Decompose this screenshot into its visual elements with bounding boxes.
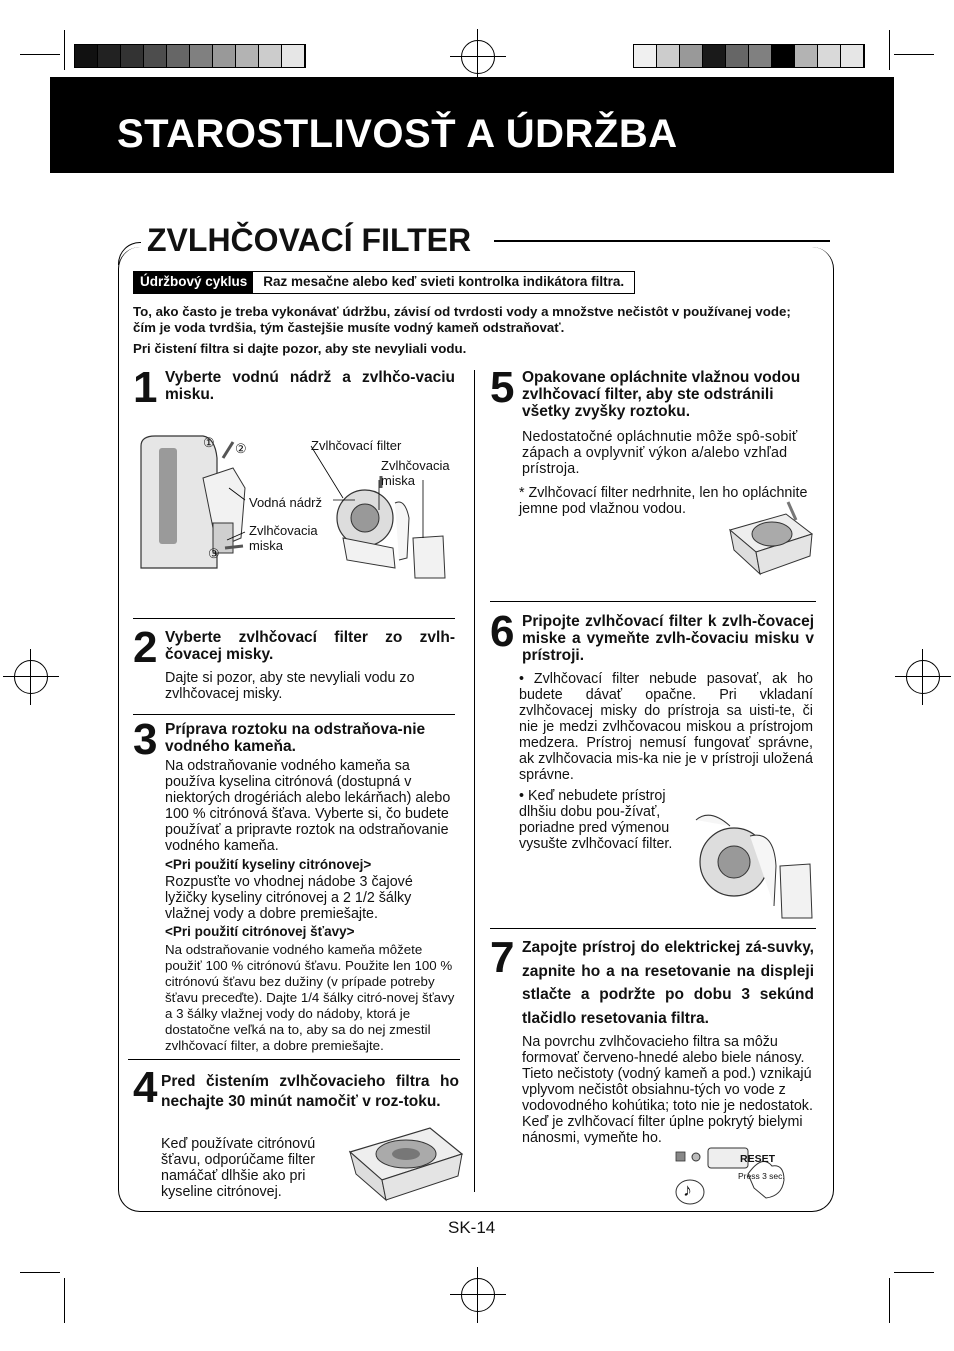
step-4-title: Pred čistením zvlhčovacieho filtra ho nechajte 30 minút namočiť v roz-toku.: [161, 1073, 459, 1110]
color-swatch: [634, 45, 657, 67]
divider: [133, 714, 455, 715]
color-swatch: [167, 45, 190, 67]
label-water-tank: Vodná nádrž: [249, 495, 323, 510]
color-bar-right: [633, 44, 865, 68]
divider: [490, 601, 816, 602]
step-6-number: 6: [490, 607, 515, 656]
step-3-sub2-title: <Pri použití citrónovej šťavy>: [165, 924, 355, 939]
step-7-title: Zapojte prístroj do elektrickej zá-suvky, zapnite ho a na resetovanie na displeji stlačte a podržte po dobu 3 sekúnd tlačidlo resetovania filtra.: [522, 939, 814, 1027]
color-swatch: [726, 45, 749, 67]
step-7-body: [522, 1034, 814, 1146]
color-swatch: [190, 45, 213, 67]
color-swatch: [121, 45, 144, 67]
step-3-sub2-body: Na odstraňovanie vodného kameňa môžete použiť 100 % citrónovú šťavu. Použite len 100 % citrónovú šťavu bez dužiny (v prípade potreby šťavu preceďte). Dajte 1/4 šálky citró-novej šťavy a 3 šálky vlažnej vody do nádoby, ktorá je dostatočne veľká na to, aby sa do nej zmestil zvlhčovací filter, a dobre premiešajte.: [165, 942, 455, 1053]
maintenance-cycle-label: Údržbový cyklus: [134, 272, 253, 293]
step-3-sub1-title: <Pri použití kyseliny citrónovej>: [165, 857, 372, 872]
color-swatch: [841, 45, 864, 67]
section-title: ZVLHČOVACÍ FILTER: [147, 222, 472, 258]
rinse-illustration: [726, 500, 816, 580]
page-title: STAROSTLIVOSŤ A ÚDRŽBA: [117, 112, 678, 156]
callout-2: ②: [235, 441, 247, 456]
step-6-bullet-2-text: • Keď nebudete prístroj dlhšiu dobu pou-žívať, poriadne pred výmenou vysušte zvlhčovací filter.: [519, 788, 673, 852]
step-2-number: 2: [133, 623, 158, 672]
registration-mark-left: [14, 660, 48, 694]
color-swatch: [749, 45, 772, 67]
divider: [490, 928, 816, 929]
step-4-body: Keď používate citrónovú šťavu, odporúčame filter namáčať dlhšie ako pri kyseline citrónovej.: [161, 1136, 316, 1200]
step-6-bullet-1: • Zvlhčovací filter nebude pasovať, ak ho budete dávať opačne. Pri vkladaní zvlhčovacej misky do prístroja sa uisti-te, či nie je medzi zvlhčovacou miskou a prístrojom medzera. Prístroj nemusí fungovať správne, ak zvlhčovacia mis-ka nie je v prístroji uložená správne.: [519, 671, 813, 783]
step-5-body: Nedostatočné opláchnutie môže spô-sobiť zápach a ovplyvniť výkon a/alebo vzhľad prístroja.: [522, 429, 798, 477]
label-tray-left: Zvlhčovacia miska: [249, 523, 318, 553]
color-swatch: [144, 45, 167, 67]
color-swatch: [703, 45, 726, 67]
step-3-sub1-body: Rozpusťte vo vhodnej nádobe 3 čajové lyžičky kyseliny citrónovej a 2 1/2 šálky vlažnej vody a dobre premiešajte.: [165, 874, 413, 922]
press-3-sec-label: Press 3 sec.: [738, 1171, 785, 1181]
step-2-body: Dajte si pozor, aby ste nevyliali vodu zo zvlhčovacej misky.: [165, 670, 415, 702]
soak-tub-illustration: [346, 1124, 466, 1204]
section-title-rule: [494, 240, 830, 242]
color-swatch: [213, 45, 236, 67]
reassemble-illustration: [690, 806, 814, 924]
color-bar-left: [74, 44, 306, 68]
step-5-note-text: * Zvlhčovací filter nedrhnite, len ho opláchnite jemne pod vlažnou vodou.: [519, 485, 808, 517]
label-humidifying-filter: Zvlhčovací filter: [311, 438, 402, 453]
step-1-title: Vyberte vodnú nádrž a zvlhčo-vaciu misku.: [165, 369, 455, 403]
callout-3: ③: [208, 546, 220, 561]
column-divider: [474, 370, 475, 1192]
step-3-title: Príprava roztoku na odstraňova-nie vodného kameňa.: [165, 721, 426, 755]
registration-mark-top: [461, 40, 495, 74]
color-swatch: [75, 45, 98, 67]
intro-warning: Pri čistení filtra si dajte pozor, aby ste nevyliali vodu.: [133, 341, 467, 356]
divider: [128, 1059, 460, 1060]
color-swatch: [680, 45, 703, 67]
step-5-number: 5: [490, 363, 515, 412]
step-7-body-text: Na povrchu zvlhčovacieho filtra sa môžu formovať červeno-hnedé alebo biele nánosy. Tieto nečistoty (vodný kameň a pod.) vznikajú vplyvom nečistôt obsiahnu-tých vo vode z vodovodného kohútika; toto nie je nedostatok. Keď je zvlhčovací filter úplne pokrytý bielymi nánosmi, vymeňte ho.: [522, 1034, 813, 1146]
intro-paragraph: To, ako často je treba vykonávať údržbu, závisí od tvrdosti vody a množstve nečistôt v používanej vode; čím je voda tvrdšia, tým častejšie musíte vodný kameň odstraňovať.: [133, 304, 791, 335]
color-swatch: [282, 45, 305, 67]
color-swatch: [259, 45, 282, 67]
color-swatch: [818, 45, 841, 67]
registration-mark-right: [906, 660, 940, 694]
callout-1: ①: [203, 435, 215, 450]
music-note-icon: ♪: [683, 1180, 692, 1200]
step-3-body: Na odstraňovanie vodného kameňa sa používa kyselina citrónová (dostupná v niektorých drogériách alebo lekárňach) alebo 100 % citrónová šťava. Vyberte si, čo budete používať a pripravte roztok na odstraňovanie vodného kameňa.: [165, 758, 451, 854]
step-5-title: Opakovane opláchnite vlažnou vodou zvlhčovací filter, aby ste odstránili všetky zvyšky roztoku.: [522, 369, 801, 420]
color-swatch: [795, 45, 818, 67]
label-tray-right: Zvlhčovacia miska: [381, 458, 450, 488]
divider: [133, 618, 455, 619]
color-swatch: [772, 45, 795, 67]
step-3-number: 3: [133, 715, 158, 764]
color-swatch: [657, 45, 680, 67]
step-4-number: 4: [133, 1063, 158, 1112]
step-2-title: Vyberte zvlhčovací filter zo zvlh-čovacej misky.: [165, 629, 455, 663]
reset-button: RESET: [740, 1153, 776, 1165]
color-swatch: [236, 45, 259, 67]
step-6-title: Pripojte zvlhčovací filter k zvlh-čovacej miske a vymeňte zvlh-čovaciu misku v prístroji.: [522, 613, 814, 664]
color-swatch: [98, 45, 121, 67]
maintenance-cycle-box: [133, 271, 635, 294]
maintenance-cycle-value: Raz mesačne alebo keď svieti kontrolka indikátora filtra.: [263, 274, 625, 289]
registration-mark-bottom: [461, 1278, 495, 1312]
page-number: SK-14: [448, 1218, 496, 1237]
step-7-number: 7: [490, 933, 515, 982]
step-1-number: 1: [133, 363, 158, 412]
